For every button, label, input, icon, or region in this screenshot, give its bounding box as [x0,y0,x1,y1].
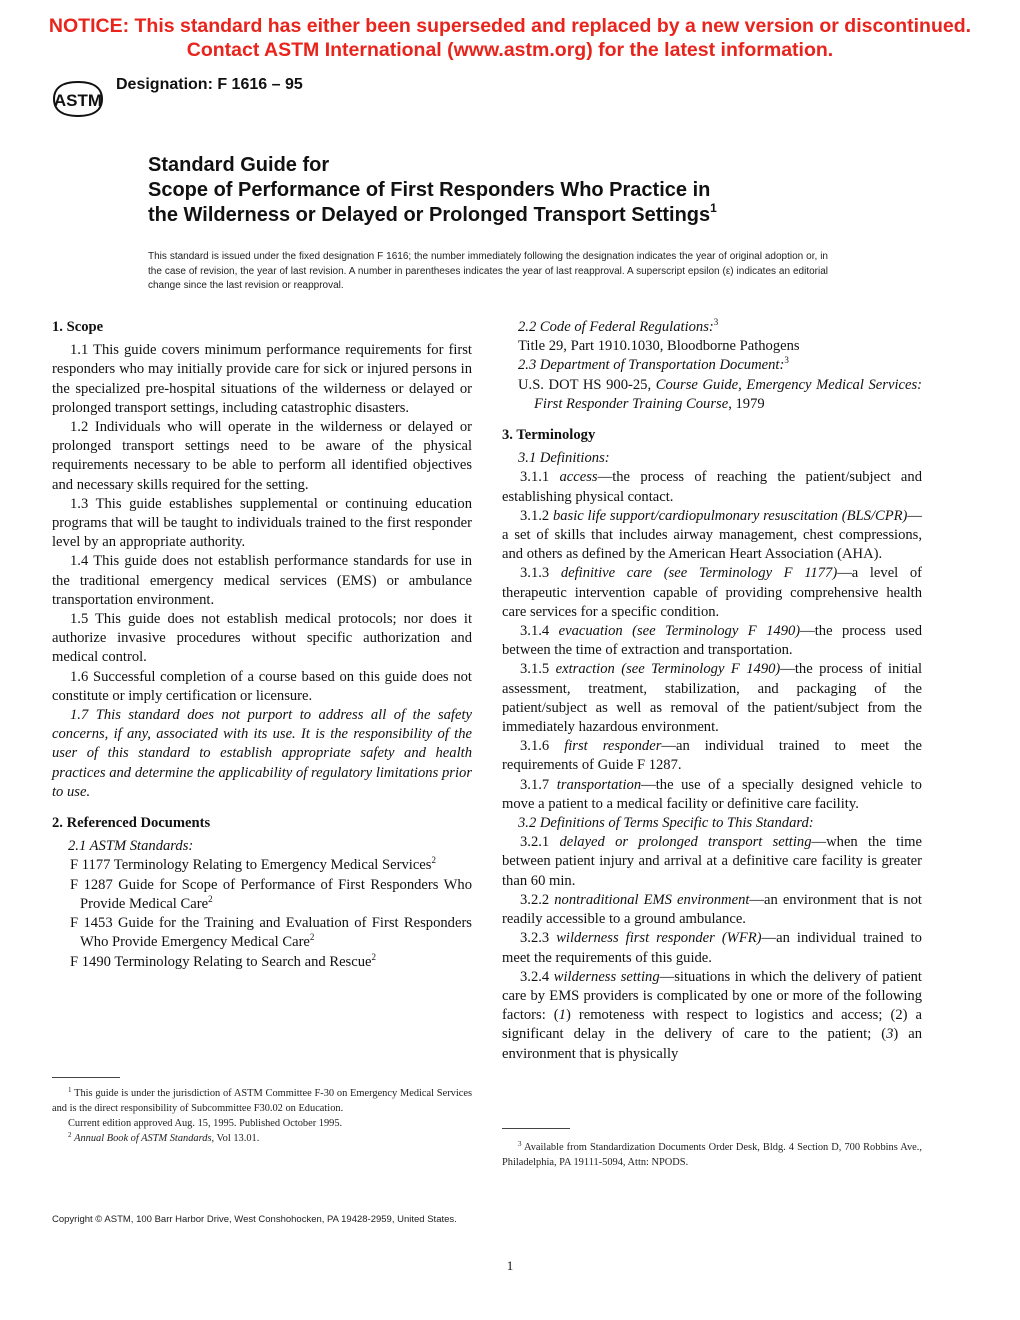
footnotes-right [502,1140,922,1170]
term-3-2-1: 3.2.1 delayed or prolonged transport setting—when the time between patient injury and arrival at a definitive care facility is greater than 60 min. [502,834,922,889]
notice-line-2: Contact ASTM International (www.astm.org) for the latest information. [186,39,834,61]
term-3-1-1: 3.1.1 access—the process of reaching the patient/subject and establishing physical contact. [502,469,922,505]
paragraph-1-3: 1.3 This guide establishes supplemental or continuing education programs that will be taught to individuals trained to the first responder level by an appropriate authority. [52,495,472,551]
notice-line-1: NOTICE: This standard has either been superseded and replaced by a new version or discontinued. [48,15,972,37]
issuance-statement: This standard is issued under the fixed designation F 1616; the number immediately following the designation indicates the year of original adoption or, in the case of revision, the year of last revision. A number in parentheses indicates the year of last reapproval. A superscript epsilon (ε) indicates an editorial change since the last revision or reapproval. [148,251,828,291]
paragraph-1-1: 1.1 This guide covers minimum performance requirements for first responders who may initially provide care for sick or injured persons in the specialized pre-hospital situations of the wilderness or delayed or prolonged transport settings, including catastrophic disasters. [52,342,472,416]
paragraph-1-2: 1.2 Individuals who will operate in the wilderness or delayed or prolonged transport settings need to be aware of the physical requirements necessary to be able to perform all identified objectives and necessary skills required for the setting. [52,419,472,493]
page-number: 1 [506,1258,514,1273]
footnotes-left [52,1086,472,1146]
section-heading-scope: 1. Scope [52,319,104,335]
term-3-1-3: 3.1.3 definitive care (see Terminology F 1177)—a level of therapeutic intervention capable of providing comprehensive health care services for a specific condition. [502,565,922,620]
term-3-2-3: 3.2.3 wilderness first responder (WFR)—an individual trained to meet the requirements of this guide. [502,930,922,966]
reference-item: F 1490 Terminology Relating to Search and Rescue$^2$ [70,951,376,970]
cfr-item: Title 29, Part 1910.1030, Bloodborne Pathogens [518,338,800,355]
term-3-2-4: 3.2.4 wilderness setting—situations in which the delivery of patient care by EMS providers is complicated by one or more of the following factors: (1) remoteness with respect to logistics and access; (2) a significant delay in the delivery of care to the patient; (3) an environment that is physically [502,968,922,1062]
section-heading-references: 2. Referenced Documents [52,815,211,832]
paragraph-1-7: 1.7 This standard does not purport to address all of the safety concerns, if any, associated with its use. It is the responsibility of the user of this standard to establish appropriate safety and health practices and determine the applicability of regulatory limitations prior to use. [52,707,472,800]
copyright: Copyright © ASTM, 100 Barr Harbor Drive, West Conshohocken, PA 19428-2959, United States. [52,1214,457,1225]
cfr-label: 2.2 Code of Federal Regulations:$^3$ [518,317,719,335]
footnote-rule-left [52,1077,120,1078]
title-footnote-mark: 1 [710,201,717,215]
footnote-1: $^1$ This guide is under the jurisdiction of ASTM Committee F-30 on Emergency Medical Services and is the direct responsibility of Subcommittee F30.02 on Education. [52,1086,472,1114]
section-heading-terminology: 3. Terminology [502,427,596,444]
specific-definitions-label: 3.2 Definitions of Terms Specific to This Standard: [518,815,814,832]
logo-lettering: ASTM [53,91,103,110]
term-3-1-6: 3.1.6 first responder—an individual trained to meet the requirements of Guide F 1287. [502,738,922,774]
paragraph-1-5: 1.5 This guide does not establish medical protocols; nor does it authorize invasive procedures without specific authorization and medical control. [52,611,472,666]
term-3-2-2: 3.2.2 nontraditional EMS environment—an environment that is not readily accessible to a ground ambulance. [502,891,922,928]
title-line-1: Standard Guide for [148,154,330,176]
right-column [502,318,922,1064]
title-line-3: the Wilderness or Delayed or Prolonged Transport Settings$^1$ [148,201,717,226]
reference-item: F 1287 Guide for Scope of Performance of First Responders Who Provide Medical Care$^2$ [70,876,472,912]
designation: Designation: F 1616 – 95 [116,76,303,93]
term-3-1-5: 3.1.5 extraction (see Terminology F 1490)—the process of initial assessment, treatment, stabilization, and packaging of the patient/subject as well as removal of the patient/subject from the immediately hazardous environment. [502,661,922,736]
left-column [52,318,472,972]
title-line-2: Scope of Performance of First Responders Who Practice in [148,179,711,201]
term-3-1-4: 3.1.4 evacuation (see Terminology F 1490)—the process used between the time of extraction and transportation. [502,623,922,659]
astm-standards-label: 2.1 ASTM Standards: [68,838,194,855]
dot-label: 2.3 Department of Transportation Document:$^3$ [518,355,789,374]
document-title [148,153,908,228]
footnote-2: $^2$ Annual Book of ASTM Standards, Vol 13.01. [68,1131,260,1144]
term-3-1-7: 3.1.7 transportation—the use of a specially designed vehicle to move a patient to a medical facility or definitive care facility. [502,776,922,812]
footnote-rule-right [502,1128,570,1129]
supersede-notice [0,14,1020,62]
definitions-label: 3.1 Definitions: [518,450,610,467]
term-3-1-2: 3.1.2 basic life support/cardiopulmonary resuscitation (BLS/CPR)—a set of skills that includes airway management, chest compressions, and others as defined by the American Heart Association (AHA). [502,507,922,563]
paragraph-1-4: 1.4 This guide does not establish performance standards for use in the traditional emergency medical services (EMS) or ambulance transportation environment. [52,553,472,608]
footnote-3: $^3$ Available from Standardization Documents Order Desk, Bldg. 4 Section D, 700 Robbins Ave., Philadelphia, PA 19111-5094, Attn: NPODS. [502,1140,922,1168]
reference-item: F 1177 Terminology Relating to Emergency Medical Services$^2$ [70,855,436,874]
reference-list [52,856,472,971]
footnote-1-edition: Current edition approved Aug. 15, 1995. Published October 1995. [68,1118,343,1129]
dot-item: U.S. DOT HS 900-25, Course Guide, Emergency Medical Services: First Responder Training Course, 1979 [518,376,922,412]
paragraph-1-6: 1.6 Successful completion of a course based on this guide does not constitute or imply certification or licensure. [52,668,472,704]
reference-item: F 1453 Guide for the Training and Evaluation of First Responders Who Provide Emergency Medical Care$^2$ [70,915,472,951]
astm-logo-icon [52,80,104,118]
